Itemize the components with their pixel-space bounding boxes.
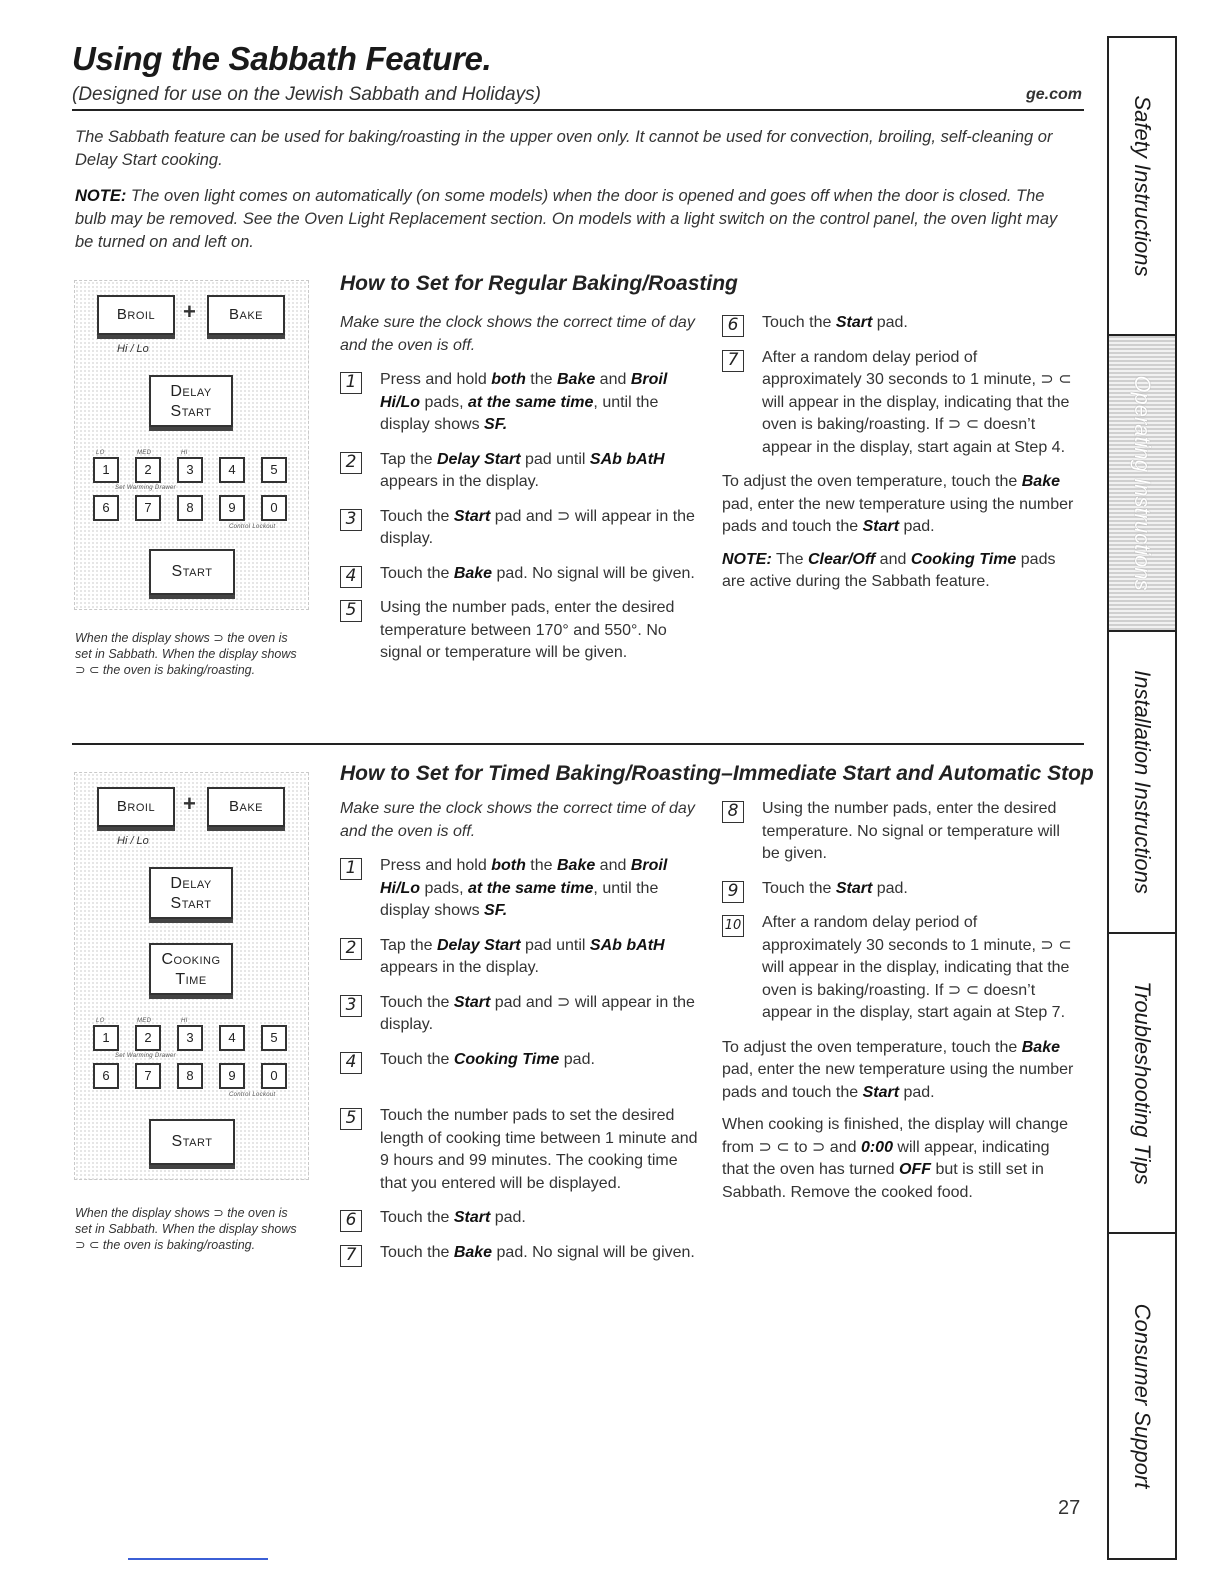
delay-label: Delay [170, 383, 212, 400]
section2-step-6 [340, 1207, 700, 1230]
step-number: 7 [340, 1245, 362, 1267]
section2-step-5 [340, 1105, 700, 1195]
step-number: 6 [340, 1210, 362, 1232]
tab-installation-instructions[interactable] [1109, 632, 1175, 934]
step-text: Touch the Cooking Time pad. [380, 1050, 595, 1068]
section2-step-2 [340, 935, 700, 980]
step-number: 8 [722, 801, 744, 823]
step-text: Touch the Start pad. [762, 879, 908, 897]
delay-start-key [149, 375, 233, 427]
section2-step-10 [722, 912, 1080, 1025]
step-number: 2 [340, 452, 362, 474]
step-text: Touch the Start pad and ⊃ will appear in the display. [380, 507, 695, 547]
number-pad-7: 7 [135, 1063, 161, 1089]
section1-col-left [340, 312, 700, 677]
intro-paragraph: The Sabbath feature can be used for baking/roasting in the upper oven only. It cannot be used for convection, broiling, self-cleaning or Delay Start cooking. [75, 128, 1053, 169]
step-text: Touch the Start pad. [762, 314, 908, 331]
section-tabs [1107, 36, 1177, 1560]
section1-lead: Make sure the clock shows the correct time of day and the oven is off. [340, 314, 695, 354]
bake-key: Bake [207, 295, 285, 335]
step-number: 4 [340, 566, 362, 588]
step-number: 5 [340, 600, 362, 622]
note-label: NOTE: [75, 187, 127, 205]
number-pad-8: 8 [177, 1063, 203, 1089]
delay-start-key [149, 867, 233, 919]
number-pad-6: 6 [93, 495, 119, 521]
plus-sign: + [183, 791, 196, 816]
tab-consumer-support[interactable] [1109, 1234, 1175, 1558]
control-lockout-label: Control Lockout [229, 524, 276, 530]
control-panel-illustration-1 [74, 280, 309, 610]
step-text: Touch the number pads to set the desired length of cooking time between 1 minute and 9 hours and 99 minutes. The cooking time that you entered will be displayed. [380, 1107, 698, 1192]
step-text: Touch the Bake pad. No signal will be given. [380, 564, 695, 582]
number-pad-4: 4 [219, 1025, 245, 1051]
hi-label: HI [181, 1018, 188, 1024]
step-number: 3 [340, 995, 362, 1017]
section1-col-right [722, 312, 1080, 604]
number-pad-8: 8 [177, 495, 203, 521]
lo-label: LO [96, 450, 105, 456]
section1-step-5 [340, 597, 700, 665]
lo-label: LO [96, 1018, 105, 1024]
section2-lead: Make sure the clock shows the correct time of day and the oven is off. [340, 800, 695, 840]
section2-adjust: To adjust the oven temperature, touch the Bake pad, enter the new temperature using the number pads and touch the Start pad. [722, 1038, 1074, 1101]
step-number: 5 [340, 1108, 362, 1130]
section2-step-4 [340, 1049, 700, 1072]
number-pad-5: 5 [261, 1025, 287, 1051]
step-text: Touch the Start pad. [380, 1209, 526, 1226]
page-number: 27 [1058, 1497, 1081, 1519]
number-pad-2: 2 [135, 457, 161, 483]
step-text: Using the number pads, enter the desired temperature between 170° and 550°. No signal or temperature will be given. [380, 599, 675, 661]
number-pad-7: 7 [135, 495, 161, 521]
step-number: 1 [340, 372, 362, 394]
section1-step-2 [340, 449, 700, 494]
intro-note [75, 185, 1080, 254]
panel-caption-2: When the display shows ⊃ the oven is set in Sabbath. When the display shows ⊃ ⊂ the oven is baking/roasting. [75, 1206, 297, 1252]
step-text: Touch the Bake pad. No signal will be given. [380, 1243, 695, 1261]
section1-step-6 [722, 312, 1080, 335]
step-number: 2 [340, 938, 362, 960]
step-text: Tap the Delay Start pad until SAb bAtH appears in the display. [380, 936, 665, 976]
section2-step-3 [340, 992, 700, 1037]
section1-heading: How to Set for Regular Baking/Roasting [340, 272, 738, 295]
panel-caption-1: When the display shows ⊃ the oven is set in Sabbath. When the display shows ⊃ ⊂ the oven is baking/roasting. [75, 631, 297, 677]
step-number: 10 [722, 915, 744, 937]
page-subtitle: (Designed for use on the Jewish Sabbath and Holidays) [72, 84, 541, 105]
number-pad-6: 6 [93, 1063, 119, 1089]
cooking-label: Cooking [161, 951, 221, 968]
section2-heading: How to Set for Timed Baking/Roasting–Immediate Start and Automatic Stop [340, 762, 1094, 785]
tab-safety-instructions[interactable] [1109, 38, 1175, 336]
header-rule [72, 109, 1084, 111]
start-label: Start [170, 895, 212, 912]
tab-label: Troubleshooting Tips [1130, 981, 1155, 1185]
number-pad-3: 3 [177, 1025, 203, 1051]
number-pad-1: 1 [93, 1025, 119, 1051]
step-text: After a random delay period of approximately 30 seconds to 1 minute, ⊃ ⊂ will appear in the display, indicating that the oven is baking/roasting. If ⊃ ⊂ doesn’t appear in the display, start again at Step 7. [762, 914, 1072, 1021]
step-number: 7 [722, 350, 744, 372]
number-pad-1: 1 [93, 457, 119, 483]
start-key: Start [149, 1119, 235, 1165]
step-text: Using the number pads, enter the desired temperature. No signal or temperature will be given. [762, 800, 1060, 862]
tab-label: Safety Instructions [1130, 95, 1155, 277]
tab-label: Operating Instructions [1130, 375, 1155, 591]
step-number: 4 [340, 1052, 362, 1074]
number-pad-0: 0 [261, 495, 287, 521]
site-link[interactable]: ge.com [1025, 86, 1082, 103]
page-title: Using the Sabbath Feature. [72, 40, 492, 77]
footer-line [128, 1558, 268, 1560]
cooking-time-key [149, 943, 233, 995]
section1-adjust: To adjust the oven temperature, touch the Bake pad, enter the new temperature using the number pads and touch the Start pad. [722, 473, 1074, 535]
tab-label: Installation Instructions [1130, 670, 1155, 894]
start-label: Start [170, 403, 212, 420]
broil-key: Broil [97, 787, 175, 827]
number-pad-3: 3 [177, 457, 203, 483]
section1-step-7 [722, 347, 1080, 460]
number-pad-9: 9 [219, 1063, 245, 1089]
control-lockout-label: Control Lockout [229, 1092, 276, 1098]
section2-step-8 [722, 798, 1080, 866]
number-pad-4: 4 [219, 457, 245, 483]
plus-sign: + [183, 299, 196, 324]
start-key: Start [149, 549, 235, 595]
section2-step-1 [340, 855, 700, 923]
step-number: 6 [722, 315, 744, 337]
tab-label: Consumer Support [1130, 1303, 1155, 1489]
warming-drawer-label: Set Warming Drawer [115, 485, 176, 491]
step-number: 1 [340, 858, 362, 880]
delay-label: Delay [170, 875, 212, 892]
section2-finish: When cooking is finished, the display will change from ⊃ ⊂ to ⊃ and 0:00 will appear, indicating that the oven has turned OFF but is still set in Sabbath. Remove the cooked food. [722, 1116, 1068, 1201]
tab-operating-instructions[interactable] [1109, 336, 1175, 632]
number-pad-2: 2 [135, 1025, 161, 1051]
section-divider [72, 743, 1084, 745]
time-label: Time [175, 971, 207, 988]
hilo-label: Hi / Lo [117, 343, 149, 355]
section2-col-left [340, 798, 700, 1276]
step-text: Press and hold both the Bake and Broil Hi/Lo pads, at the same time, until the display shows SF. [380, 857, 668, 919]
tab-troubleshooting-tips[interactable] [1109, 934, 1175, 1234]
hilo-label: Hi / Lo [117, 835, 149, 847]
step-text: After a random delay period of approximately 30 seconds to 1 minute, ⊃ ⊂ will appear in the display, indicating that the oven is baking/roasting. If ⊃ ⊂ doesn’t appear in the display, start again at Step 4. [762, 348, 1072, 456]
section2-col-right [722, 798, 1080, 1214]
section1-step-1 [340, 369, 700, 437]
section1-step-4 [340, 563, 700, 586]
step-number: 3 [340, 509, 362, 531]
broil-key: Broil [97, 295, 175, 335]
section2-step-7 [340, 1242, 700, 1265]
number-pad-9: 9 [219, 495, 245, 521]
bake-key: Bake [207, 787, 285, 827]
number-pad-5: 5 [261, 457, 287, 483]
step-text: Press and hold both the Bake and Broil Hi/Lo pads, at the same time, until the display shows SF. [380, 371, 668, 433]
hi-label: HI [181, 450, 188, 456]
step-text: Tap the Delay Start pad until SAb bAtH appears in the display. [380, 450, 665, 490]
section1-note: NOTE: The Clear/Off and Cooking Time pads are active during the Sabbath feature. [722, 550, 1056, 590]
warming-drawer-label: Set Warming Drawer [115, 1053, 176, 1059]
section2-step-9 [722, 878, 1080, 901]
number-pad-0: 0 [261, 1063, 287, 1089]
step-number: 9 [722, 881, 744, 903]
note-text: The oven light comes on automatically (on some models) when the door is opened and goes off when the door is closed. The bulb may be removed. See the Oven Light Replacement section. On models with a light switch on the control panel, the oven light may be turned on and left on. [75, 187, 1058, 251]
control-panel-illustration-2 [74, 772, 309, 1180]
med-label: MED [137, 450, 152, 456]
section1-step-3 [340, 506, 700, 551]
step-text: Touch the Start pad and ⊃ will appear in the display. [380, 993, 695, 1033]
med-label: MED [137, 1018, 152, 1024]
